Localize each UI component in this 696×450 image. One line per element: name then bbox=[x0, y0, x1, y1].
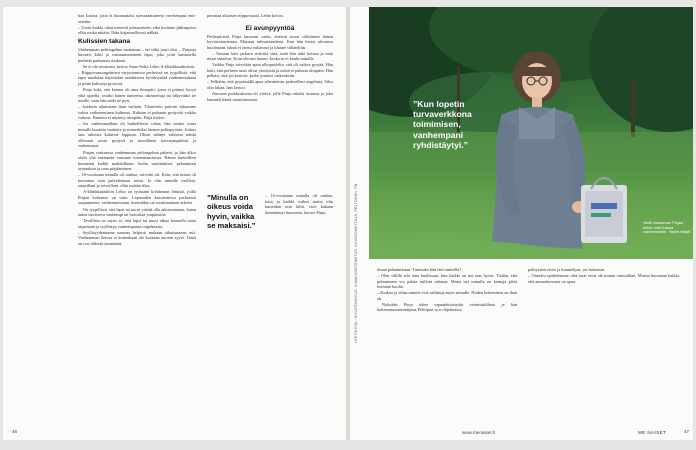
paragraph: baa kotona, jotta ei huomattaisi stressaantuneeta van-hempaa entisestään. bbox=[78, 13, 196, 24]
section-heading-ei-avunpyyntoa: Ei avunpyyntöä bbox=[245, 24, 295, 32]
paragraph: – Riippuvuusongelmien varjostamissa perheissä on tyypillistä, että lapsi muokkaa käytöstään saadakseen hyväksyntää vanhemmaltaan ja pitää kulisseja pystyssä. bbox=[78, 69, 196, 86]
left-column-2-side bbox=[265, 193, 333, 216]
page-number-right: 47 bbox=[684, 429, 690, 434]
photo-quote: ”Kun lopetin turvaverkkona toimimisen, vanhempani ryhdistäytyi.” bbox=[413, 99, 472, 150]
left-page bbox=[3, 7, 346, 440]
paragraph: – Usein kaikki rahat menivät pelaamiseen, eikä kotiinne jääkaapissa ollut ruoka niitäin. Näin kirjaimellisesti nälkää. bbox=[78, 24, 196, 36]
right-column-1 bbox=[377, 267, 517, 313]
pull-quote: ”Minulla on oikeus voida hyvin, vaikka se maksaisi.” bbox=[207, 193, 256, 231]
page-number-left: 46 bbox=[12, 429, 18, 434]
paragraph: – Jos vanhemmallani oli huikeilleesti rahaa, hän saattoi ostaa minulle kuusitia vaatteita ja esimerkiksi hienon polkupyörän. Joskus taas rahoista kuluivat loppuun. Olisin nähnyt vahtavat näistä ollessani aivan pystyvä ja turvallinen kasvuympäristö ja vanhemmat. bbox=[78, 121, 196, 149]
paragraph: – Kiukua ja vihaa tunteet ovat sallittuja myös minulle. Niiden kokeminen on ihan ok. bbox=[377, 290, 517, 301]
section-heading-kulissien: Kulissien takana bbox=[78, 37, 131, 45]
footer-url[interactable]: www.menaiset.fi bbox=[462, 430, 496, 435]
photo-credit: LEHTIKUVA / KUVATOIMITUS: ILMAKUVATOIMITUS, KUVATOIMITTAJA: PELTONEN, FB bbox=[354, 183, 358, 343]
paragraph: A-klinikkasäätiön Lehto on työssään kohdannut ihmisiä, joilla Pinjan kokemus on tuttu. Lapsuuden kasvattaessa perheessä suojanneena, vanhemmissaan, itsenstäkin tai suorittaminen arkeen. bbox=[78, 189, 196, 206]
paragraph: – Vastaan kävi jatkuva ristiriita siitä, mitä hän näki kotona ja mitä muut sanoivat. Koin olevani huono, koska se ei kuulu minulle. bbox=[207, 50, 333, 62]
paragraph: ilman pelaamistaan. Tuntuuko hän tätä tunteella? bbox=[377, 267, 462, 272]
left-column-1 bbox=[78, 13, 196, 247]
paragraph: – Syyllisyydentunne suureaa helposti mukaan aikuisuuteen asti. Vanhemman ikävaa ei kuitenkaan ole koskaan nuoren syytä. Tämä on tosi tärkeää ymmärtää. bbox=[78, 229, 196, 246]
right-column-2 bbox=[528, 267, 680, 285]
paragraph: Pinjan varttuessa vanhemman peliongelma paheni, ja hän alkoi säröä yhä enemmän vastuuta toimentamisesta. Hänen harteilleen kasaantui kaikki mahdollinen: kodin vaatimukset, pelaamisen seuraukset ja oma pärjääminen. bbox=[78, 149, 196, 172]
paragraph: Se ei ole tavatonta, kertoo Anne-Sofia Lehto A-klinikkasäätiöstä. bbox=[83, 63, 195, 69]
footer-brand: ME NAISET bbox=[638, 430, 667, 435]
paragraph: – 16-vuotiaana minulla oli rankaa, tuttu ja kaikki vaikea mutta olin kuitenkin niin kiltti, ettei kukaan kiinnittänyt huomiota, kertoo Pinja. bbox=[265, 193, 333, 215]
paragraph: perustaa aikuisen riippuvuutta, Lehto kertoo. bbox=[207, 13, 285, 18]
portrait-photo bbox=[369, 7, 693, 259]
left-column-2-top bbox=[207, 13, 333, 103]
paragraph: – Joudutin aikuistuen liian varhain. Tilanvietto palveni sukumme vahva vaikeneminen kulttuuri. Kukaan ei puhunut pystyvää vaikka vaikeat. Puutetta ei näytetty ulospäin, Pinja kertoo. bbox=[78, 104, 196, 121]
paragraph: On tyypillistä, että lapsi tai nuori yrittää olla aikuistamatta, kuten tukea tarvitseva vanhempi tai hoivattaa ympäristöä. bbox=[78, 206, 196, 218]
paragraph: Nykyään Pinja tekee vapaaehtoistyötä vertaistukihssa ja hän kokemusasiantuntijana Peliripari ry:n ohjelmassa. bbox=[377, 301, 517, 313]
paragraph: Tavallista on myös se, että lapsi tai nuori alkaa luomalla omia tarpeitaan ja syyllistyy vanhempansa ongelmasta. bbox=[78, 218, 196, 229]
paragraph: – 16-vuotiaana minulla oli rankaa, vatvotin oli. Koin, että minut oli kasvattaa vain palvelemaan toisia. Ja olin minulle itselleni, tarpeillani ja toiveillani, ollut mitään tilaa. bbox=[78, 172, 196, 189]
paragraph: – Olen välillä silti aina huolissani, kun kaikki on nyt taas hyvin. Tiedän, että pelaaminen voi palata milloin tahansa. Mutta nyt minulla on keinoja pitää itsestäni huolta. bbox=[377, 273, 517, 290]
paragraph: Ainoana poikkeuksena oli ystävä, jolle Pinja uskalsi avautua ja joka kuunteli häntä tuomitsematta. bbox=[207, 91, 333, 102]
paragraph: – Pelkäsin, että pyytämällä apua aiheuttaisin perheelleni ongelmia. Siksi olin hiljaa, hän kertoo. bbox=[207, 79, 333, 90]
paragraph: Vaikka Pinja toivoikin apua ulkopuolelta, sitä oli vaikea pyytää. Hän koki, että perheen asiat olivat yksityisiä ja niistä ei puhuttu ulospäin. Hän pelkäsi, että jos kertoisi, perhe joutuisi vaikeuksiin. bbox=[207, 62, 333, 79]
paragraph: – Onneksi opittelemme, että asiat eivät ole minun vastuullani. Muista huomaan kaikki, että ammattiavusta on apua. bbox=[528, 273, 680, 284]
paragraph: pelityytteä etsisi ja kuuntelijaa, jos haluaisin. bbox=[528, 267, 606, 272]
photo-caption: Vielä muutaman Pinjan tekee mieli sanoa vanhemmalle, "Kyllin riittää". bbox=[643, 220, 693, 235]
right-page bbox=[350, 7, 693, 440]
paragraph: Perhepiirissä Pinja huomasi usein, etteivät muut välittäneet hänen hyvinvoinnistaan. Muistan tulevaisuudesta. Kun hän kertoi olevansa huolissaan, häntä ei otettu vakavasti ja tilanne vähäteltiin. bbox=[207, 33, 333, 50]
paragraph: Vanhemman peliongelma tuottamaa – tai vähä jouri olisi – Pinjasta kuvaavi kiltti ja vastuuntuntoinen lapsi, joka yritti kannatella perhettä parhaansa mukaan. bbox=[78, 46, 196, 63]
paragraph: Pinja koki, että kotona oli aina ilmapiiri, jossa ei pitänyt kysyä eikä ajatella, ovatko hänen tunteensa oikeutettuja tai näkyvätkö ne muille, vaan hän sulki ne pois. bbox=[78, 87, 196, 104]
